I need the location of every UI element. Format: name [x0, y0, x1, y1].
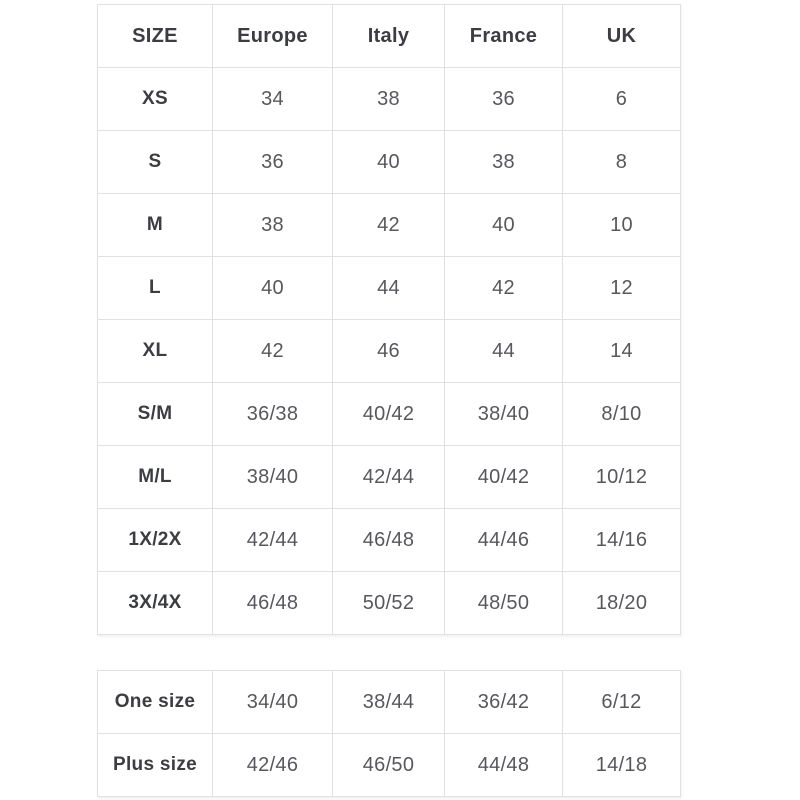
- size-value-cell: 38: [333, 68, 445, 131]
- size-label-cell: M/L: [98, 446, 213, 509]
- size-label-cell: One size: [98, 671, 213, 734]
- size-value-cell: 40: [213, 257, 333, 320]
- table-row: [98, 131, 681, 194]
- size-value-cell: 46/48: [213, 572, 333, 635]
- size-value-cell: 34/40: [213, 671, 333, 734]
- size-value-cell: 8/10: [563, 383, 681, 446]
- table-row: [98, 734, 681, 797]
- size-value-cell: 34: [213, 68, 333, 131]
- size-label-cell: XS: [98, 68, 213, 131]
- size-value-cell: 10: [563, 194, 681, 257]
- size-label-cell: L: [98, 257, 213, 320]
- size-value-cell: 38/40: [445, 383, 563, 446]
- size-label-cell: 3X/4X: [98, 572, 213, 635]
- table-row: [98, 446, 681, 509]
- size-value-cell: 44/48: [445, 734, 563, 797]
- size-table-body: [98, 68, 681, 635]
- size-label-cell: S/M: [98, 383, 213, 446]
- table-row: [98, 257, 681, 320]
- size-value-cell: 8: [563, 131, 681, 194]
- column-header-italy: Italy: [333, 5, 445, 68]
- table-row: [98, 671, 681, 734]
- special-sizes-table-body: [98, 671, 681, 797]
- size-value-cell: 40: [333, 131, 445, 194]
- size-value-cell: 46/50: [333, 734, 445, 797]
- size-label-cell: M: [98, 194, 213, 257]
- table-row: [98, 572, 681, 635]
- size-label-cell: 1X/2X: [98, 509, 213, 572]
- size-value-cell: 42: [333, 194, 445, 257]
- size-value-cell: 44: [445, 320, 563, 383]
- size-conversion-table: [97, 4, 681, 635]
- column-header-uk: UK: [563, 5, 681, 68]
- size-value-cell: 42/44: [333, 446, 445, 509]
- size-value-cell: 10/12: [563, 446, 681, 509]
- size-label-cell: Plus size: [98, 734, 213, 797]
- size-value-cell: 38: [445, 131, 563, 194]
- column-header-france: France: [445, 5, 563, 68]
- size-value-cell: 46: [333, 320, 445, 383]
- table-row: [98, 509, 681, 572]
- table-row: [98, 194, 681, 257]
- size-value-cell: 14/16: [563, 509, 681, 572]
- size-value-cell: 38: [213, 194, 333, 257]
- size-value-cell: 42/44: [213, 509, 333, 572]
- size-value-cell: 36/38: [213, 383, 333, 446]
- column-header-size: SIZE: [98, 5, 213, 68]
- size-value-cell: 42: [445, 257, 563, 320]
- size-value-cell: 46/48: [333, 509, 445, 572]
- size-value-cell: 12: [563, 257, 681, 320]
- size-value-cell: 40/42: [333, 383, 445, 446]
- table-row: [98, 383, 681, 446]
- size-value-cell: 48/50: [445, 572, 563, 635]
- size-value-cell: 50/52: [333, 572, 445, 635]
- size-value-cell: 14: [563, 320, 681, 383]
- size-value-cell: 38/40: [213, 446, 333, 509]
- size-value-cell: 36/42: [445, 671, 563, 734]
- size-value-cell: 6: [563, 68, 681, 131]
- size-value-cell: 44/46: [445, 509, 563, 572]
- special-sizes-table: [97, 670, 681, 797]
- table-row: [98, 320, 681, 383]
- size-value-cell: 40: [445, 194, 563, 257]
- size-value-cell: 36: [213, 131, 333, 194]
- table-row: [98, 68, 681, 131]
- size-value-cell: 42/46: [213, 734, 333, 797]
- size-label-cell: XL: [98, 320, 213, 383]
- size-value-cell: 18/20: [563, 572, 681, 635]
- column-header-europe: Europe: [213, 5, 333, 68]
- size-value-cell: 14/18: [563, 734, 681, 797]
- size-label-cell: S: [98, 131, 213, 194]
- size-value-cell: 6/12: [563, 671, 681, 734]
- size-value-cell: 40/42: [445, 446, 563, 509]
- size-value-cell: 44: [333, 257, 445, 320]
- size-value-cell: 36: [445, 68, 563, 131]
- size-value-cell: 38/44: [333, 671, 445, 734]
- table-header-row: [98, 5, 681, 68]
- size-value-cell: 42: [213, 320, 333, 383]
